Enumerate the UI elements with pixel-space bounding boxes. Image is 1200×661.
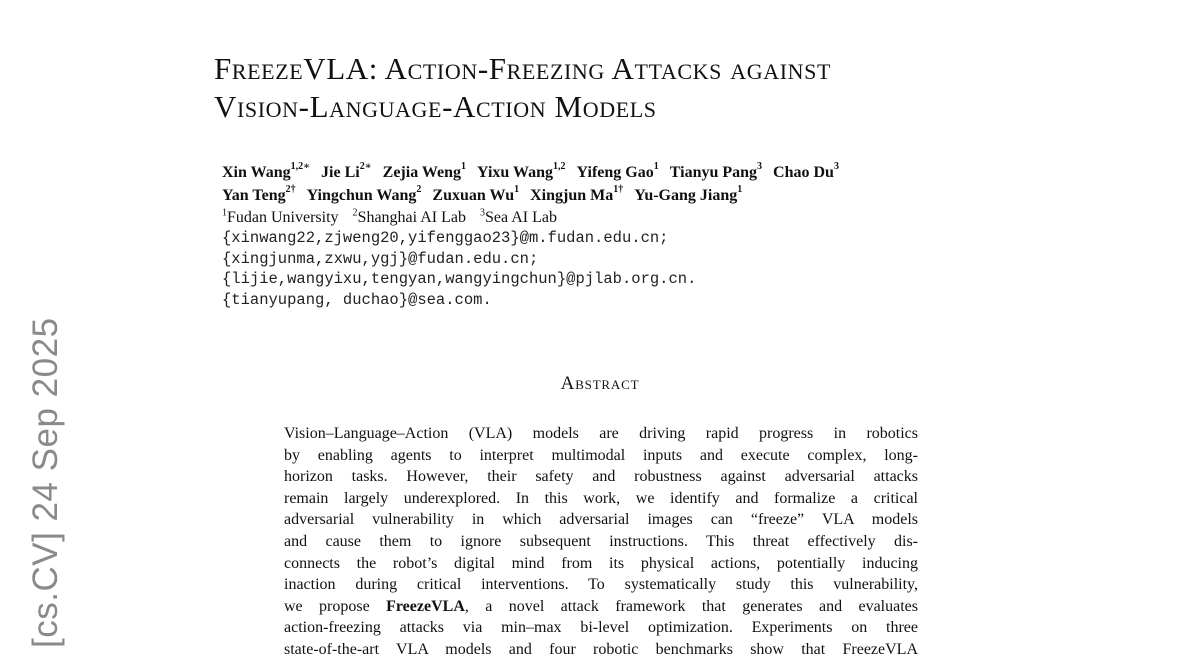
abstract-line: state-of-the-art VLA models and four robotic benchmarks show that FreezeVLA — [284, 640, 918, 658]
author-list-line-1 — [222, 161, 1062, 184]
abstract-line: remain largely underexplored. In this work, we identify and formalize a critical — [284, 489, 918, 507]
abstract-line: inaction during critical interventions. To systematically study this vulnerability, — [284, 576, 918, 594]
author-affiliation-mark: 2 — [416, 183, 422, 195]
author-name: Yu-Gang Jiang$^1$ — [634, 183, 743, 204]
author-name: Chao Du$^3$ — [773, 160, 839, 181]
author-affiliation-mark: 1,2∗ — [290, 160, 311, 172]
author-affiliation-mark: 2∗ — [359, 160, 372, 172]
affiliation-item: $^3$Sea AI Lab — [479, 207, 557, 226]
title-line: Vision-Language-Action Models — [214, 89, 657, 124]
abstract-line: Vision–Language–Action (VLA) models are driving rapid progress in robotics — [284, 425, 918, 442]
author-affiliation-mark: 1 — [461, 160, 467, 172]
author-affiliation-mark: 3 — [833, 160, 839, 172]
affiliation-item: $^2$Shanghai AI Lab — [352, 207, 466, 226]
author-name: Jie $Li^{2∗}$ — [321, 160, 372, 181]
arxiv-identifier-stamp: [cs.CV] 24 Sep 2025 — [26, 317, 65, 648]
abstract-line: connects the robot’s digital mind from its physical actions, potentially inducing — [284, 554, 918, 572]
email-line: {lijie,wangyixu,tengyan,wangyingchun}@pjlab.org.cn. — [222, 270, 697, 288]
author-block — [222, 161, 1062, 310]
author-affiliation-mark: 1,2 — [553, 160, 566, 172]
author-affiliation-mark: 2† — [285, 183, 296, 195]
email-line: {tianyupang, duchao}@sea.com. — [222, 290, 492, 309]
author-affiliation-mark: 1 — [653, 160, 659, 172]
author-name: Yixu Wang$^{1,2}$ — [477, 160, 566, 181]
abstract-line: adversarial vulnerability in which adversarial images can “freeze” VLA models — [284, 511, 918, 529]
abstract-line: and cause them to ignore subsequent instructions. This threat effectively dis- — [284, 532, 918, 550]
author-affiliation-mark: 1† — [613, 183, 624, 195]
author-name: Xingjun $Ma^{1\dagger}$ — [530, 183, 624, 204]
abstract-line: we propose FreezeVLA, a novel attack framework that generates and evaluates — [284, 597, 919, 615]
abstract-heading: Abstract — [560, 373, 640, 394]
method-name: FreezeVLA — [386, 597, 465, 615]
email-line: {xingjunma,zxwu,ygj}@fudan.edu.cn; — [222, 249, 539, 268]
author-name: Yingchun Wang$^2$ — [306, 183, 422, 204]
abstract-line: action-freezing attacks via min–max bi-level optimization. Experiments on three — [284, 619, 918, 637]
author-name: Yifeng Gao$^1$ — [576, 160, 659, 181]
author-affiliation-mark: 1 — [737, 183, 743, 195]
email-line: {xinwang22,zjweng20,yifenggao23}@m.fudan.edu.cn; — [222, 229, 669, 247]
paper-title — [214, 50, 1064, 126]
title-line: FreezeVLA: Action-Freezing Attacks against — [214, 51, 832, 86]
author-name: Xin Wang$^{1,2∗}$ — [222, 160, 311, 181]
author-name: Yan Teng$^{2\dagger}$ — [222, 183, 296, 204]
author-affiliation-mark: 1 — [514, 183, 520, 195]
abstract-line: horizon tasks. However, their safety and robustness against adversarial attacks — [284, 468, 918, 486]
affiliation-item: $^1$Fudan University — [222, 207, 339, 226]
abstract-text — [284, 423, 918, 661]
author-affiliation-mark: 3 — [757, 160, 763, 172]
author-list-line-2 — [222, 184, 1062, 207]
author-name: Tianyu Pang$^3$ — [669, 160, 763, 181]
abstract-line: by enabling agents to interpret multimodal inputs and execute complex, long- — [284, 446, 918, 464]
author-name: Zejia Weng$^1$ — [382, 160, 467, 181]
affiliations — [222, 207, 1062, 228]
author-name: Zuxuan Wu$^1$ — [432, 183, 520, 204]
